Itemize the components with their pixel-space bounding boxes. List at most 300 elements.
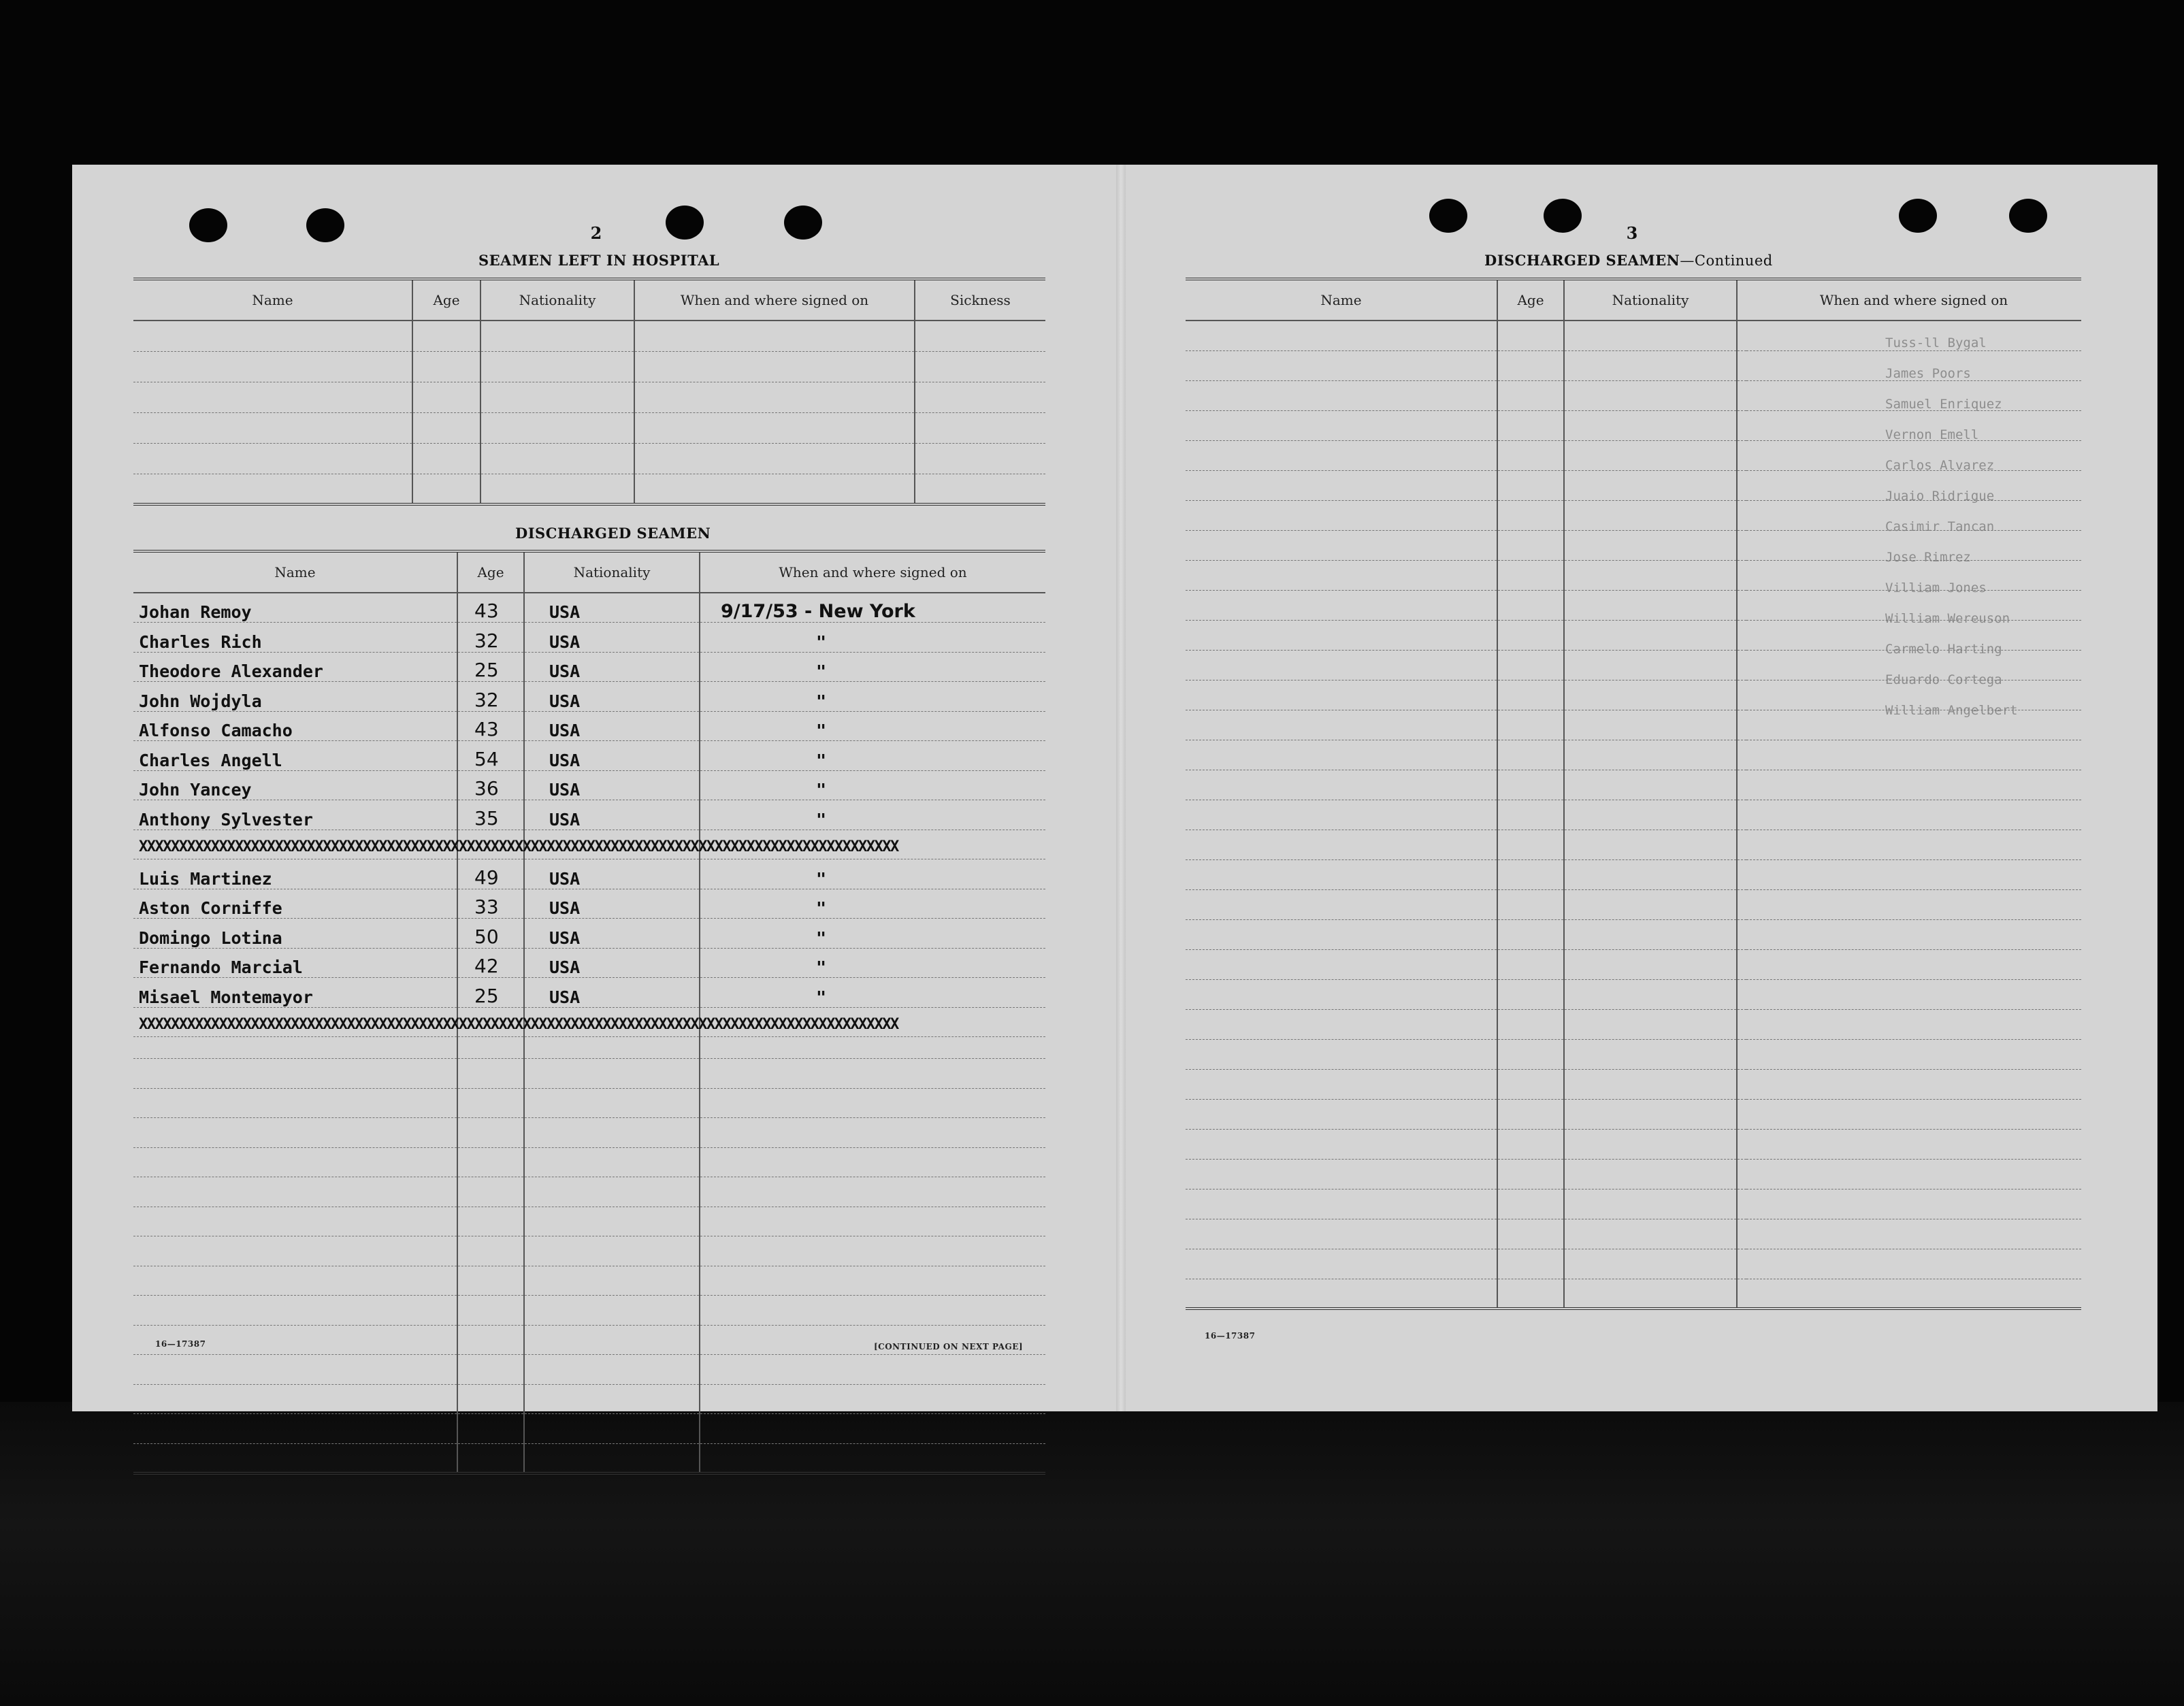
table-row: [1186, 620, 2081, 650]
empty-cell: [1497, 919, 1564, 949]
empty-cell: [457, 1355, 524, 1385]
empty-cell: [1497, 1189, 1564, 1219]
form-number-right: 16—17387: [1205, 1331, 1256, 1341]
empty-cell: [915, 412, 1045, 443]
empty-cell: [1497, 830, 1564, 859]
name-cell: Charles Angell: [133, 741, 457, 771]
empty-cell: [1497, 859, 1564, 889]
empty-cell: [1737, 979, 1746, 1009]
empty-cell: [1564, 1099, 1737, 1129]
empty-cell: [634, 321, 915, 351]
empty-cell: [1737, 740, 1746, 770]
table-row: [133, 593, 1045, 623]
empty-cell: [133, 351, 412, 382]
empty-cell: [133, 1037, 457, 1059]
empty-cell: [524, 1443, 700, 1473]
table-row: [1186, 859, 2081, 889]
empty-cell: [1186, 859, 1497, 889]
age-cell: 42: [457, 948, 524, 978]
empty-cell: [1564, 560, 1737, 590]
empty-cell: [1737, 1249, 1746, 1279]
empty-cell: [1746, 1069, 2081, 1099]
empty-cell: [1746, 979, 2081, 1009]
empty-cell: [1186, 1159, 1497, 1189]
table-row: [1186, 560, 2081, 590]
table-row: [133, 474, 1045, 504]
empty-cell: [1746, 440, 2081, 470]
empty-cell: [1564, 800, 1737, 830]
empty-cell: [1737, 949, 1746, 979]
table-row: [133, 652, 1045, 682]
empty-cell: [524, 1207, 700, 1236]
empty-cell: [1186, 1249, 1497, 1279]
empty-cell: [133, 321, 412, 351]
empty-cell: [1497, 620, 1564, 650]
empty-cell: [480, 443, 634, 474]
empty-cell: [1186, 1189, 1497, 1219]
bleed-through-marks: Tuss-ll Bygal James Poors Samuel Enriquez Vernon Emell Carlos Alvarez Juaio Ridrigue Casimir Tancan Jose Rimrez Villiam Jones William Wereuson Carmelo Harting Eduardo Cortega William Angelbert: [1885, 335, 2018, 718]
when-where-cell: ": [700, 800, 1045, 830]
empty-cell: [1737, 440, 1746, 470]
empty-cell: [480, 321, 634, 351]
empty-cell: [133, 1384, 457, 1414]
empty-cell: [915, 351, 1045, 382]
empty-cell: [1737, 1219, 1746, 1249]
empty-cell: [133, 1118, 457, 1148]
empty-cell: [133, 1147, 457, 1177]
table-row: [1186, 321, 2081, 350]
empty-cell: [457, 1296, 524, 1326]
name-cell: Domingo Lotina: [133, 919, 457, 949]
empty-cell: [1746, 800, 2081, 830]
table-row: [1186, 1219, 2081, 1249]
empty-cell: [524, 1037, 700, 1059]
nationality-cell: USA: [524, 652, 700, 682]
empty-cell: [1497, 410, 1564, 440]
empty-cell: [1564, 919, 1737, 949]
empty-cell: [1186, 1219, 1497, 1249]
nationality-cell: USA: [524, 623, 700, 653]
empty-cell: [1737, 680, 1746, 710]
table-header-row: [133, 279, 1045, 321]
empty-cell: [1564, 470, 1737, 500]
nationality-cell: USA: [524, 741, 700, 771]
name-cell: Alfonso Camacho: [133, 711, 457, 741]
empty-cell: [1737, 470, 1746, 500]
table-row: [1186, 770, 2081, 800]
table-row: [1186, 410, 2081, 440]
empty-cell: [133, 1059, 457, 1089]
empty-cell: [1186, 770, 1497, 800]
empty-cell: [1186, 800, 1497, 830]
page-number-left: 2: [590, 223, 602, 243]
table-row: [133, 412, 1045, 443]
empty-cell: [1497, 680, 1564, 710]
table-row: [1186, 919, 2081, 949]
empty-cell: [1564, 680, 1737, 710]
empty-cell: [700, 1296, 1045, 1326]
struck-out-entry: XXXXXXXXXXXXXXXXXXXXXXXXXXXXXXXXXXXXXXXXXXXXXXXXXXXXXXXXXXXXXXXXXXXXXXXXXXXXXXXXXXXXXXXXXXXXXXX: [139, 1015, 898, 1033]
age-cell: 35: [457, 800, 524, 830]
empty-cell: [1497, 380, 1564, 410]
table-row: [133, 770, 1045, 800]
empty-cell: [412, 443, 480, 474]
table-row: [1186, 1189, 2081, 1219]
empty-cell: [1186, 1129, 1497, 1159]
table-row: [133, 919, 1045, 949]
nationality-cell: USA: [524, 770, 700, 800]
table-row: [133, 859, 1045, 889]
empty-cell: [1564, 1069, 1737, 1099]
empty-cell: [1564, 1129, 1737, 1159]
empty-cell: [1497, 1219, 1564, 1249]
empty-cell: [634, 443, 915, 474]
empty-cell: [524, 1088, 700, 1118]
empty-cell: [1746, 650, 2081, 680]
table-row: [1186, 1159, 2081, 1189]
empty-cell: [1746, 620, 2081, 650]
empty-cell: [1497, 650, 1564, 680]
empty-cell: [1564, 350, 1737, 380]
empty-cell: [700, 1147, 1045, 1177]
table-row: [1186, 830, 2081, 859]
when-where-cell: 9/17/53 - New York: [700, 593, 1045, 623]
when-where-cell: ": [700, 623, 1045, 653]
empty-cell: [1737, 1129, 1746, 1159]
empty-cell: [133, 1414, 457, 1444]
name-cell: Aston Corniffe: [133, 889, 457, 919]
empty-cell: [457, 1177, 524, 1207]
continued-title-main: DISCHARGED SEAMEN: [1484, 252, 1680, 269]
empty-cell: [1186, 1069, 1497, 1099]
punch-hole: [1544, 199, 1582, 233]
empty-cell: [1497, 590, 1564, 620]
empty-cell: [133, 1088, 457, 1118]
empty-cell: [133, 1296, 457, 1326]
table-row: [133, 443, 1045, 474]
name-cell: Theodore Alexander: [133, 652, 457, 682]
column-header-when-where: When and where signed on: [700, 551, 1045, 593]
empty-cell: [524, 1177, 700, 1207]
empty-cell: [1497, 560, 1564, 590]
column-header-age: Age: [457, 551, 524, 593]
table-row: [1186, 470, 2081, 500]
empty-cell: [1564, 859, 1737, 889]
empty-cell: [524, 1414, 700, 1444]
empty-cell: [1746, 1279, 2081, 1309]
empty-cell: [1737, 1009, 1746, 1039]
empty-cell: [1186, 470, 1497, 500]
empty-cell: [1497, 440, 1564, 470]
empty-cell: [634, 351, 915, 382]
table-row: [1186, 1129, 2081, 1159]
nationality-cell: USA: [524, 682, 700, 712]
empty-cell: [457, 1236, 524, 1266]
table-row: [133, 1118, 1045, 1148]
empty-cell: [1497, 1249, 1564, 1279]
empty-cell: [1737, 800, 1746, 830]
empty-cell: [634, 382, 915, 412]
empty-cell: [1737, 1099, 1746, 1129]
column-header-name: Name: [1186, 279, 1497, 321]
when-where-cell: ": [700, 682, 1045, 712]
empty-cell: [1186, 560, 1497, 590]
table-row: [133, 682, 1045, 712]
table-row: [1186, 1249, 2081, 1279]
nationality-cell: USA: [524, 593, 700, 623]
empty-cell: [1737, 321, 1746, 350]
empty-cell: [1186, 380, 1497, 410]
column-header-name: Name: [133, 551, 457, 593]
column-header-nationality: Nationality: [1564, 279, 1737, 321]
empty-cell: [1564, 650, 1737, 680]
empty-cell: [1564, 620, 1737, 650]
empty-cell: [1737, 1159, 1746, 1189]
struck-out-entry: XXXXXXXXXXXXXXXXXXXXXXXXXXXXXXXXXXXXXXXXXXXXXXXXXXXXXXXXXXXXXXXXXXXXXXXXXXXXXXXXXXXXXXXXXXXXXXX: [139, 838, 898, 855]
table-row: [133, 1443, 1045, 1473]
empty-cell: [1746, 830, 2081, 859]
name-cell: Charles Rich: [133, 623, 457, 653]
empty-cell: [1746, 1099, 2081, 1129]
table-row: [133, 1266, 1045, 1296]
empty-cell: [1564, 1189, 1737, 1219]
empty-cell: [1564, 979, 1737, 1009]
empty-cell: [1746, 560, 2081, 590]
empty-cell: [457, 1207, 524, 1236]
age-cell: 43: [457, 593, 524, 623]
punch-hole: [666, 206, 704, 240]
name-cell: Johan Remoy: [133, 593, 457, 623]
empty-cell: [1497, 800, 1564, 830]
table-row: [1186, 889, 2081, 919]
empty-cell: [133, 1443, 457, 1473]
age-cell: 49: [457, 859, 524, 889]
empty-cell: [524, 1296, 700, 1326]
empty-cell: [133, 474, 412, 504]
empty-cell: [1497, 350, 1564, 380]
empty-cell: [1186, 830, 1497, 859]
table-row: [1186, 350, 2081, 380]
empty-cell: [133, 1236, 457, 1266]
table-row: [1186, 1069, 2081, 1099]
nationality-cell: USA: [524, 889, 700, 919]
empty-cell: [412, 382, 480, 412]
table-row: [133, 948, 1045, 978]
empty-cell: [1737, 650, 1746, 680]
empty-cell: [457, 1059, 524, 1089]
empty-cell: [1564, 1219, 1737, 1249]
empty-cell: [1564, 530, 1737, 560]
table-row: [133, 1088, 1045, 1118]
empty-cell: [1186, 321, 1497, 350]
table-row: [1186, 530, 2081, 560]
empty-cell: [1497, 889, 1564, 919]
empty-cell: [1737, 859, 1746, 889]
nationality-cell: USA: [524, 859, 700, 889]
empty-cell: [1497, 1039, 1564, 1069]
empty-cell: [1746, 470, 2081, 500]
empty-cell: [1746, 1249, 2081, 1279]
empty-cell: [1186, 410, 1497, 440]
nationality-cell: USA: [524, 800, 700, 830]
empty-cell: [1564, 590, 1737, 620]
empty-cell: [524, 1236, 700, 1266]
empty-cell: [915, 443, 1045, 474]
empty-cell: [457, 1088, 524, 1118]
empty-cell: [1737, 560, 1746, 590]
empty-cell: [1497, 1069, 1564, 1099]
empty-cell: [1186, 590, 1497, 620]
table-row: [133, 1177, 1045, 1207]
empty-cell: [480, 474, 634, 504]
column-header-name: Name: [133, 279, 412, 321]
empty-cell: [634, 474, 915, 504]
name-cell: John Yancey: [133, 770, 457, 800]
table-row: [133, 321, 1045, 351]
empty-cell: [524, 1147, 700, 1177]
punch-hole: [189, 208, 227, 242]
age-cell: 36: [457, 770, 524, 800]
empty-cell: [1186, 1279, 1497, 1309]
empty-cell: [1564, 440, 1737, 470]
empty-cell: [1737, 350, 1746, 380]
empty-cell: [1497, 321, 1564, 350]
empty-cell: [1737, 1279, 1746, 1309]
empty-cell: [1746, 1189, 2081, 1219]
empty-cell: [1186, 949, 1497, 979]
empty-cell: [1186, 500, 1497, 530]
empty-cell: [1746, 410, 2081, 440]
table-row: [1186, 380, 2081, 410]
empty-cell: [700, 1177, 1045, 1207]
empty-cell: [1746, 949, 2081, 979]
nationality-cell: USA: [524, 919, 700, 949]
when-where-cell: ": [700, 948, 1045, 978]
hospital-section-title: SEAMEN LEFT IN HOSPITAL: [478, 252, 720, 269]
nationality-cell: USA: [524, 978, 700, 1008]
empty-cell: [457, 1147, 524, 1177]
empty-cell: [412, 474, 480, 504]
empty-cell: [700, 1037, 1045, 1059]
table-row: [133, 1147, 1045, 1177]
empty-cell: [1564, 1249, 1737, 1279]
empty-cell: [1497, 979, 1564, 1009]
empty-cell: [1737, 410, 1746, 440]
when-where-cell: ": [700, 741, 1045, 771]
empty-cell: [457, 1037, 524, 1059]
empty-cell: [524, 1325, 700, 1355]
table-row: [1186, 979, 2081, 1009]
name-cell: John Wojdyla: [133, 682, 457, 712]
empty-cell: [133, 1355, 457, 1385]
empty-cell: [1746, 500, 2081, 530]
table-row: [133, 1355, 1045, 1385]
when-where-cell: ": [700, 711, 1045, 741]
table-row: [1186, 440, 2081, 470]
empty-cell: [1564, 500, 1737, 530]
empty-cell: [524, 1384, 700, 1414]
empty-cell: [1746, 889, 2081, 919]
age-cell: 32: [457, 623, 524, 653]
column-header-age: Age: [412, 279, 480, 321]
table-row: [133, 1059, 1045, 1089]
table-row: [1186, 740, 2081, 770]
table-row: [133, 1207, 1045, 1236]
when-where-cell: ": [700, 919, 1045, 949]
empty-cell: [1186, 350, 1497, 380]
table-row: [133, 978, 1045, 1008]
column-header-nationality: Nationality: [524, 551, 700, 593]
nationality-cell: USA: [524, 711, 700, 741]
empty-cell: [480, 382, 634, 412]
column-header-sickness: Sickness: [915, 279, 1045, 321]
table-row: [1186, 500, 2081, 530]
form-number-left: 16—17387: [155, 1339, 206, 1349]
table-row: [133, 741, 1045, 771]
table-row: [1186, 1099, 2081, 1129]
empty-cell: [1497, 1099, 1564, 1129]
empty-cell: [1497, 1279, 1564, 1309]
age-cell: 32: [457, 682, 524, 712]
empty-cell: [1746, 1039, 2081, 1069]
empty-cell: [700, 1236, 1045, 1266]
empty-cell: [457, 1325, 524, 1355]
empty-cell: [700, 1443, 1045, 1473]
empty-cell: [1564, 321, 1737, 350]
empty-cell: [1497, 470, 1564, 500]
empty-cell: [457, 1414, 524, 1444]
empty-cell: [1186, 889, 1497, 919]
empty-cell: [1746, 859, 2081, 889]
table-row: [133, 382, 1045, 412]
empty-cell: [1746, 590, 2081, 620]
empty-cell: [524, 1118, 700, 1148]
empty-cell: [412, 412, 480, 443]
column-header-age: Age: [1497, 279, 1564, 321]
empty-cell: [480, 412, 634, 443]
empty-cell: [457, 1266, 524, 1296]
name-cell: Fernando Marcial: [133, 948, 457, 978]
name-cell: Luis Martinez: [133, 859, 457, 889]
age-cell: 50: [457, 919, 524, 949]
empty-cell: [1497, 1129, 1564, 1159]
age-cell: 25: [457, 652, 524, 682]
table-row: [133, 1296, 1045, 1326]
empty-cell: [457, 1118, 524, 1148]
empty-cell: [1737, 500, 1746, 530]
empty-cell: [412, 351, 480, 382]
empty-cell: [1737, 889, 1746, 919]
empty-cell: [1564, 740, 1737, 770]
empty-cell: [700, 1355, 1045, 1385]
empty-cell: [1564, 1009, 1737, 1039]
continued-title-suffix: —Continued: [1680, 252, 1773, 269]
empty-cell: [1564, 830, 1737, 859]
empty-cell: [480, 351, 634, 382]
empty-cell: [700, 1088, 1045, 1118]
punch-hole: [1429, 199, 1467, 233]
continued-table: [1186, 278, 2081, 1310]
empty-cell: [1564, 380, 1737, 410]
empty-cell: [457, 1384, 524, 1414]
empty-cell: [1746, 530, 2081, 560]
punch-hole: [784, 206, 822, 240]
empty-cell: [1564, 1039, 1737, 1069]
empty-cell: [1186, 1099, 1497, 1129]
when-where-cell: ": [700, 652, 1045, 682]
empty-cell: [1737, 1039, 1746, 1069]
table-row: [133, 711, 1045, 741]
